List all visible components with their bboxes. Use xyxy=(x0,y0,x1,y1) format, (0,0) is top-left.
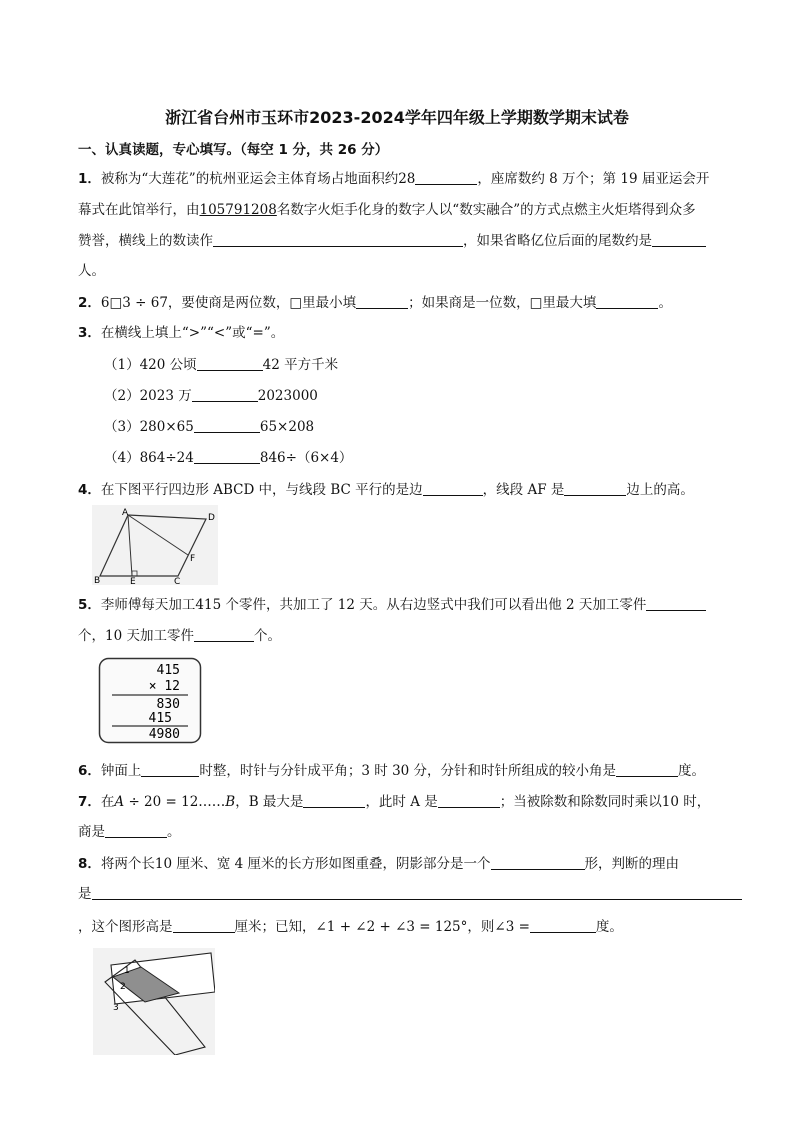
q1-line4: 人。 xyxy=(78,263,105,279)
q4-blank-height[interactable] xyxy=(564,481,626,496)
q4-line: 4．在下图平行四边形 ABCD 中，与线段 BC 平行的是边 ，线段 AF 是 边上的高。 xyxy=(78,482,694,498)
q7-number: 7． xyxy=(78,794,101,810)
label-c: C xyxy=(174,577,181,585)
q1-blank-unit[interactable] xyxy=(415,170,477,185)
q3-item-2: （2）2023 万 2023000 xyxy=(104,388,318,404)
q5-blank-2days[interactable] xyxy=(646,596,706,611)
q3-blank-3[interactable] xyxy=(194,418,260,433)
calc-row-5: 4980 xyxy=(148,727,180,742)
label-e: E xyxy=(130,577,136,585)
label-b: B xyxy=(94,576,101,585)
q3-item-4: （4）864÷24 846÷（6×4） xyxy=(104,450,353,466)
q1-number-underlined: 105791208 xyxy=(199,202,277,218)
q4-blank-parallel[interactable] xyxy=(423,481,483,496)
calc-row-3: 830 xyxy=(156,697,180,712)
q1-line3: 赞誉，横线上的数读作 ，如果省略亿位后面的尾数约是 xyxy=(78,229,706,249)
q5-number: 5． xyxy=(78,597,101,613)
q3-line: 3．在横线上填上“>”“<”或“=”。 xyxy=(78,325,285,341)
q3-item-3: （3）280×65 65×208 xyxy=(104,419,315,435)
q8-number: 8． xyxy=(78,856,101,872)
q1-blank-approx[interactable] xyxy=(652,232,706,247)
q3-blank-2[interactable] xyxy=(192,387,258,402)
q8-line1: 8．将两个长10 厘米、宽 4 厘米的长方形如图重叠，阴影部分是一个 形，判断的理由 xyxy=(78,856,680,872)
q6-blank-hour[interactable] xyxy=(141,762,199,777)
label-a: A xyxy=(122,508,129,518)
q7-blank-quotient[interactable] xyxy=(105,823,167,838)
q2-blank-min[interactable] xyxy=(356,294,408,309)
q1-line1: 1．被称为“大莲花”的杭州亚运会主体育场占地面积约28 ，座席数约 8 万个；第 19 届亚运会开 xyxy=(78,171,710,187)
q8-blank-shape[interactable] xyxy=(491,855,585,870)
q8-blank-height[interactable] xyxy=(173,918,235,933)
page-title: 浙江省台州市玉环市2023-2024学年四年级上学期数学期末试卷 xyxy=(165,108,629,127)
q4-number: 4． xyxy=(78,482,101,498)
q5-blank-10days[interactable] xyxy=(194,627,254,642)
q2-line: 2．6□3 ÷ 67，要使商是两位数，□里最小填 ；如果商是一位数，□里最大填 。 xyxy=(78,295,672,311)
q3-blank-4[interactable] xyxy=(194,449,260,464)
q6-blank-degree[interactable] xyxy=(616,762,678,777)
q7-line1: 7．在𝐴 ÷ 20 = 12……𝐵，B 最大是 ，此时 A 是 ；当被除数和除数同时乘以10 时， xyxy=(78,794,711,810)
angle-label-3: 3 xyxy=(113,1003,119,1013)
parallelogram-figure xyxy=(92,505,218,585)
q1-number: 1． xyxy=(78,171,101,187)
q7-blank-b[interactable] xyxy=(303,793,365,808)
overlapping-rectangles-figure xyxy=(93,948,215,1055)
q8-line2: 是 xyxy=(78,882,742,902)
angle-label-2: 2 xyxy=(120,982,126,992)
section-heading: 一、认真读题，专心填写。（每空 1 分，共 26 分） xyxy=(78,142,389,158)
q6-number: 6． xyxy=(78,763,101,779)
q1-blank-read[interactable] xyxy=(213,232,463,247)
q1-line2: 幕式在此馆举行，由105791208名数字火炬手化身的数字人以“数实融合”的方式点燃主火炬塔得到众多 xyxy=(78,202,696,218)
q5-line2: 个，10 天加工零件 个。 xyxy=(78,628,281,644)
q8-blank-angle[interactable] xyxy=(530,918,596,933)
q8-blank-reason[interactable] xyxy=(92,885,742,900)
q7-line2: 商是 。 xyxy=(78,824,181,840)
figure-background xyxy=(92,505,218,585)
label-f: F xyxy=(190,554,196,564)
q3-blank-1[interactable] xyxy=(197,356,263,371)
angle-label-1: 1 xyxy=(124,966,130,976)
q3-number: 3． xyxy=(78,325,101,341)
calc-row-2: × 12 xyxy=(148,679,180,694)
calc-row-1: 415 xyxy=(156,663,180,678)
vertical-multiplication-figure xyxy=(98,657,202,744)
q3-item-1: （1）420 公顷 42 平方千米 xyxy=(104,357,339,373)
q7-blank-a[interactable] xyxy=(438,793,500,808)
label-d: D xyxy=(208,513,215,523)
calc-row-4: 415 xyxy=(148,711,172,726)
q8-line3: ，这个图形高是 厘米；已知，∠1 + ∠2 + ∠3 = 125°，则∠3 = 度。 xyxy=(78,919,623,935)
q5-line1: 5．李师傅每天加工415 个零件，共加工了 12 天。从右边竖式中我们可以看出他 2 天加工零件 xyxy=(78,593,706,613)
q6-line: 6．钟面上 时整，时针与分针成平角；3 时 30 分，分针和时针所组成的较小角是 度。 xyxy=(78,763,706,779)
q2-number: 2． xyxy=(78,295,101,311)
q2-blank-max[interactable] xyxy=(596,294,658,309)
